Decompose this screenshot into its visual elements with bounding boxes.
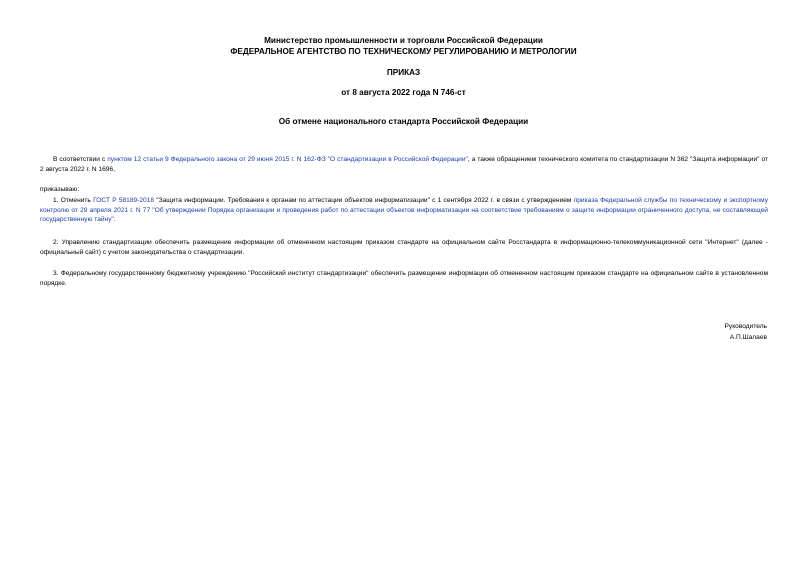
item-3-paragraph: 3. Федеральному государственному бюджетному учреждению "Российский институт стандартизации" обеспечить размещение информации об отмененном настоящим приказом стандарте на официальном сайте в установленном порядке. <box>40 270 768 287</box>
preamble-text-1: В соответствии с <box>53 156 108 163</box>
signatory-position: Руководитель <box>724 323 767 330</box>
document-date-number: от 8 августа 2022 года N 746-ст <box>341 88 466 97</box>
document-title: Об отмене национального стандарта Российской Федерации <box>278 117 529 126</box>
item-1-paragraph <box>40 196 768 225</box>
gost-link[interactable]: ГОСТ Р 58189-2018 <box>93 197 155 204</box>
preamble-text-2: , а также обращением технического комитета по стандартизации N 362 "Защита информации" от 2 августа 2022 г. N 1696, <box>40 156 769 173</box>
item-1-text-3: . <box>113 216 116 223</box>
document-type: ПРИКАЗ <box>386 68 421 77</box>
ministry-heading: Министерство промышленности и торговли Российской Федерации <box>264 36 543 45</box>
item-1-text-1: 1. Отменить <box>53 197 94 204</box>
signatory-name: А.П.Шалаев <box>729 334 767 341</box>
signature-block <box>725 321 767 343</box>
agency-heading: ФЕДЕРАЛЬНОЕ АГЕНТСТВО ПО ТЕХНИЧЕСКОМУ РЕГУЛИРОВАНИЮ И МЕТРОЛОГИИ <box>230 47 577 56</box>
fstec-order-link[interactable]: приказа Федеральной службы по техническому и экспортному контролю от 29 апреля 2021 г. N 77 "Об утверждении Порядка организации и проведения работ по аттестации объектов информатизации на соответствие требованиям о защите информации ограниченного доступа, не составляющей государственную тайну" <box>40 197 768 223</box>
federal-law-link[interactable]: пунктом 12 статьи 9 Федерального закона от 29 июня 2015 г. N 162-ФЗ "О стандартизации в Российской Федерации" <box>107 156 468 163</box>
preamble-paragraph <box>40 155 768 174</box>
item-2-paragraph: 2. Управлению стандартизации обеспечить размещение информации об отмененном настоящим приказом стандарте на официальном сайте Росстандарта в информационно-телекоммуникационной сети "Интернет" (далее - официальный сайт) с учетом законодательства о стандартизации. <box>40 239 768 256</box>
order-word: приказываю: <box>40 186 80 193</box>
item-1-text-2: "Защита информации. Требования к органам по аттестации объектов информатизации" с 1 сентября 2022 г. в связи с утверждением <box>154 197 574 204</box>
